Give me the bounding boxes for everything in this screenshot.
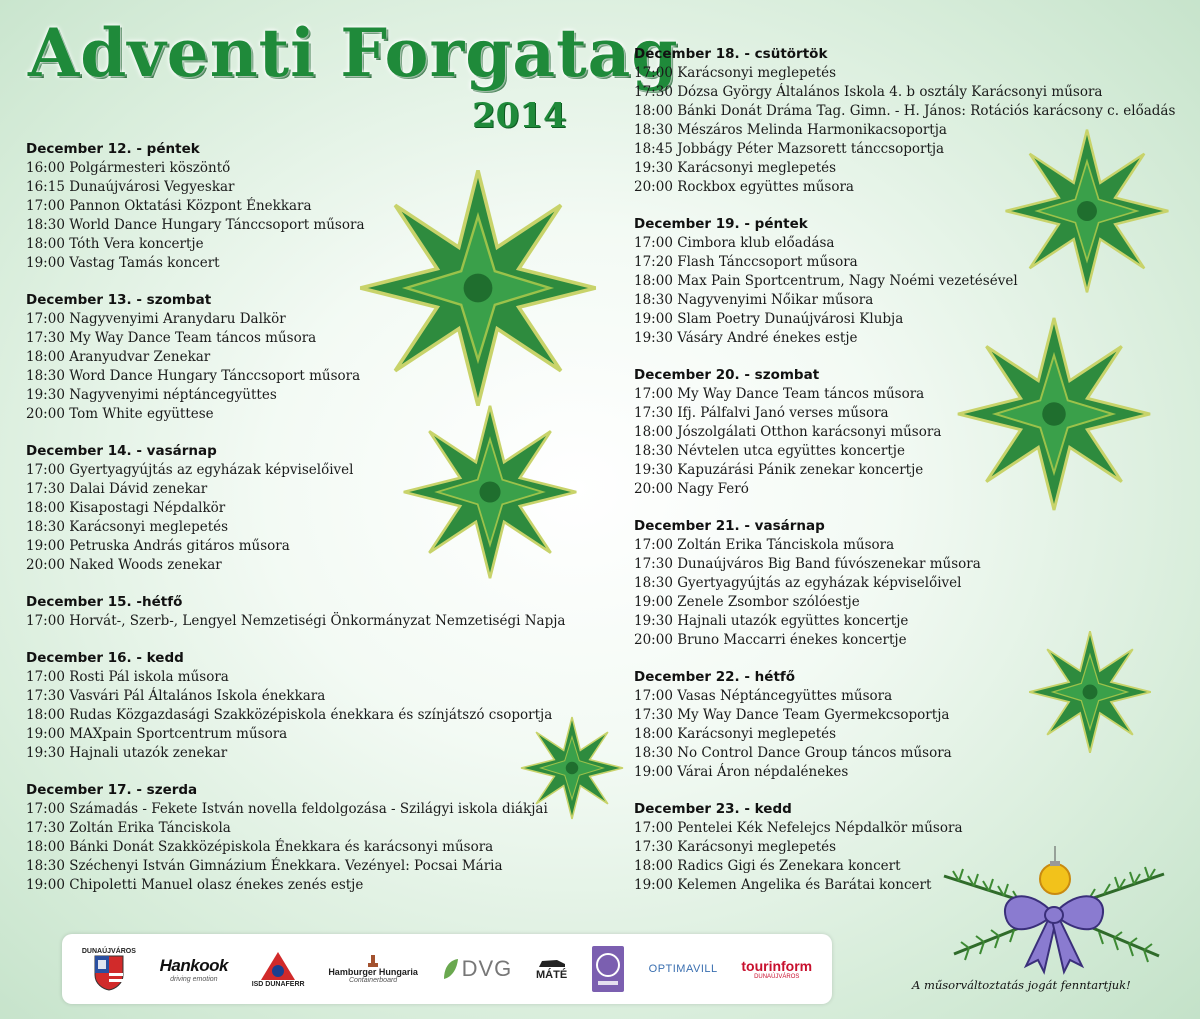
- event-line: 19:00 Várai Áron népdalénekes: [634, 764, 849, 780]
- event-line: 18:30 Karácsonyi meglepetés: [26, 519, 229, 535]
- day-title: December 17. - szerda: [26, 782, 198, 798]
- coat-of-arms-icon: [94, 955, 124, 991]
- event-line: 19:00 Petruska András gitáros műsora: [26, 538, 290, 554]
- event-line: 17:30 Dunaújváros Big Band fúvószenekar műsora: [634, 556, 981, 572]
- event-line: 17:30 My Way Dance Team táncos műsora: [26, 330, 317, 346]
- event-line: 18:00 Karácsonyi meglepetés: [634, 726, 837, 742]
- star-ornament-icon: [956, 316, 1152, 512]
- event-line: 17:00 Zoltán Erika Tánciskola műsora: [634, 537, 895, 553]
- day-block: [26, 781, 586, 895]
- day-title: December 14. - vasárnap: [26, 443, 217, 459]
- day-title: December 13. - szombat: [26, 292, 212, 308]
- event-line: 18:00 Radics Gigi és Zenekara koncert: [634, 858, 901, 874]
- day-title: December 16. - kedd: [26, 650, 184, 666]
- event-line: 18:00 Bánki Donát Szakközépiskola Énekkara és karácsonyi műsora: [26, 839, 494, 855]
- event-line: 17:00 Gyertyagyújtás az egyházak képviselőivel: [26, 462, 354, 478]
- event-line: 18:30 Nagyvenyimi Nőikar műsora: [634, 292, 874, 308]
- event-line: 18:00 Kisapostagi Népdalkör: [26, 500, 226, 516]
- event-line: 17:00 Nagyvenyimi Aranydaru Dalkör: [26, 311, 286, 327]
- event-line: 18:00 Aranyudvar Zenekar: [26, 349, 211, 365]
- sponsor-hamburger: [328, 955, 418, 984]
- event-line: 17:00 Horvát-, Szerb-, Lengyel Nemzetiségi Önkormányzat Nemzetiségi Napja: [26, 613, 566, 629]
- day-title: December 19. - péntek: [634, 216, 808, 232]
- event-line: 18:30 Névtelen utca együttes koncertje: [634, 443, 905, 459]
- day-title: December 23. - kedd: [634, 801, 792, 817]
- event-line: 20:00 Rockbox együttes műsora: [634, 179, 854, 195]
- event-line: 19:00 Chipoletti Manuel olasz énekes zenés estje: [26, 877, 364, 893]
- pine-bow-ornament-icon: [934, 846, 1174, 976]
- isd-triangle-icon: [260, 951, 296, 981]
- event-line: 20:00 Tom White együttese: [26, 406, 214, 422]
- event-line: 20:00 Bruno Maccarri énekes koncertje: [634, 632, 907, 648]
- sponsor-optimavill-label: OPTIMAVILL: [648, 963, 718, 975]
- event-line: 19:30 Nagyvenyimi néptáncegyüttes: [26, 387, 277, 403]
- event-line: 19:00 Vastag Tamás koncert: [26, 255, 220, 271]
- event-line: 18:30 World Dance Hungary Tánccsoport műsora: [26, 217, 365, 233]
- event-line: 19:30 Hajnali utazók zenekar: [26, 745, 228, 761]
- event-line: 18:00 Rudas Közgazdasági Szakközépiskola énekkara és színjátszó csoportja: [26, 707, 553, 723]
- day-title: December 20. - szombat: [634, 367, 820, 383]
- sponsor-dvg: [442, 956, 513, 982]
- star-ornament-icon: [520, 716, 624, 820]
- star-ornament-icon: [1004, 128, 1170, 294]
- event-line: 17:30 Dózsa György Általános Iskola 4. b osztály Karácsonyi műsora: [634, 84, 1103, 100]
- sponsor-tourinform: [741, 958, 812, 980]
- sponsor-optimavill: [649, 963, 718, 975]
- event-line: 19:00 Kelemen Angelika és Barátai koncert: [634, 877, 932, 893]
- event-line: 18:00 Jószolgálati Otthon karácsonyi műsora: [634, 424, 942, 440]
- event-line: 18:30 Mészáros Melinda Harmonikacsoportja: [634, 122, 947, 138]
- sponsor-hankook-label: Hankook: [159, 955, 228, 975]
- page-title: Adventi Forgatag: [28, 14, 679, 92]
- event-line: 20:00 Naked Woods zenekar: [26, 557, 222, 573]
- event-line: 17:00 Számadás - Fekete István novella feldolgozása - Szilágyi iskola diákjai: [26, 801, 548, 817]
- event-line: 17:00 Pentelei Kék Nefelejcs Népdalkör műsora: [634, 820, 963, 836]
- event-line: 17:00 Karácsonyi meglepetés: [634, 65, 837, 81]
- leaf-icon: [442, 957, 460, 981]
- event-line: 19:30 Karácsonyi meglepetés: [634, 160, 837, 176]
- sponsor-hamburger-label: Hamburger Hungaria: [328, 966, 418, 977]
- sponsor-isd-dunaferr: [252, 951, 305, 988]
- purple-badge-icon: [591, 945, 625, 993]
- event-line: 18:30 Széchenyi István Gimnázium Énekkara. Vezényel: Pocsai Mária: [26, 858, 503, 874]
- sponsor-hankook: [160, 956, 228, 983]
- sponsor-logos-bar: [62, 934, 832, 1004]
- event-line: 17:00 My Way Dance Team táncos műsora: [634, 386, 925, 402]
- event-line: 16:15 Dunaújvárosi Vegyeskar: [26, 179, 235, 195]
- star-ornament-icon: [402, 404, 578, 580]
- day-title: December 12. - péntek: [26, 141, 200, 157]
- sponsor-dunaujvaros: [82, 948, 136, 991]
- event-line: 17:20 Flash Tánccsoport műsora: [634, 254, 858, 270]
- event-line: 17:00 Cimbora klub előadása: [634, 235, 835, 251]
- day-title: December 18. - csütörtök: [634, 46, 828, 62]
- sponsor-dvg-label: DVG: [461, 956, 513, 981]
- event-line: 18:00 Tóth Vera koncertje: [26, 236, 204, 252]
- sponsor-mate-label: MÁTÉ: [536, 969, 568, 981]
- day-block: [26, 649, 586, 763]
- event-line: 19:30 Vásáry André énekes estje: [634, 330, 858, 346]
- event-line: 18:45 Jobbágy Péter Mazsorett tánccsoportja: [634, 141, 945, 157]
- event-line: 18:30 Gyertyagyújtás az egyházak képviselőivel: [634, 575, 962, 591]
- sponsor-tourinform-sub: DUNAÚJVÁROS: [754, 974, 800, 980]
- event-line: 17:30 Zoltán Erika Tánciskola: [26, 820, 231, 836]
- event-line: 18:00 Bánki Donát Dráma Tag. Gimn. - H. János: Rotációs karácsony c. előadás: [634, 103, 1176, 119]
- sponsor-hankook-tagline: driving emotion: [170, 975, 218, 983]
- sponsor-isd-label: ISD DUNAFERR: [251, 980, 305, 988]
- tower-icon: [366, 955, 380, 967]
- event-line: 17:30 Vasvári Pál Általános Iskola énekkara: [26, 688, 326, 704]
- star-ornament-icon: [358, 168, 598, 408]
- day-title: December 22. - hétfő: [634, 669, 796, 685]
- event-line: 19:00 Slam Poetry Dunaújvárosi Klubja: [634, 311, 904, 327]
- event-line: 17:30 Karácsonyi meglepetés: [634, 839, 837, 855]
- event-line: 17:30 Ifj. Pálfalvi Janó verses műsora: [634, 405, 889, 421]
- event-line: 19:00 Zenele Zsombor szólóestje: [634, 594, 860, 610]
- event-line: 17:00 Vasas Néptáncegyüttes műsora: [634, 688, 893, 704]
- event-line: 17:00 Pannon Oktatási Központ Énekkara: [26, 198, 312, 214]
- event-line: 19:30 Kapuzárási Pánik zenekar koncertje: [634, 462, 924, 478]
- disclaimer-text: A műsorváltoztatás jogát fenntartjuk!: [912, 978, 1131, 992]
- sponsor-mate: [536, 957, 567, 981]
- event-line: 17:00 Rosti Pál iskola műsora: [26, 669, 229, 685]
- star-ornament-icon: [1028, 630, 1152, 754]
- event-line: 19:00 MAXpain Sportcentrum műsora: [26, 726, 288, 742]
- event-line: 20:00 Nagy Feró: [634, 481, 749, 497]
- event-line: 17:30 Dalai Dávid zenekar: [26, 481, 208, 497]
- event-line: 18:00 Max Pain Sportcentrum, Nagy Noémi vezetésével: [634, 273, 1018, 289]
- sponsor-hamburger-sub: Containerboard: [348, 976, 398, 984]
- day-title: December 21. - vasárnap: [634, 518, 825, 534]
- event-line: 17:30 My Way Dance Team Gyermekcsoportja: [634, 707, 950, 723]
- event-line: 18:30 No Control Dance Group táncos műsora: [634, 745, 952, 761]
- event-line: 19:30 Hajnali utazók együttes koncertje: [634, 613, 909, 629]
- car-icon: [537, 957, 567, 969]
- event-line: 16:00 Polgármesteri köszöntő: [26, 160, 231, 176]
- day-title: December 15. -hétfő: [26, 594, 183, 610]
- day-block: [26, 593, 586, 631]
- sponsor-apartment: [591, 945, 625, 993]
- sponsor-tourinform-label: tourinform: [741, 958, 813, 974]
- sponsor-dunaujvaros-label: DUNAÚJVÁROS: [81, 947, 136, 955]
- page-year: 2014: [472, 96, 567, 136]
- event-line: 18:30 Word Dance Hungary Tánccsoport műsora: [26, 368, 361, 384]
